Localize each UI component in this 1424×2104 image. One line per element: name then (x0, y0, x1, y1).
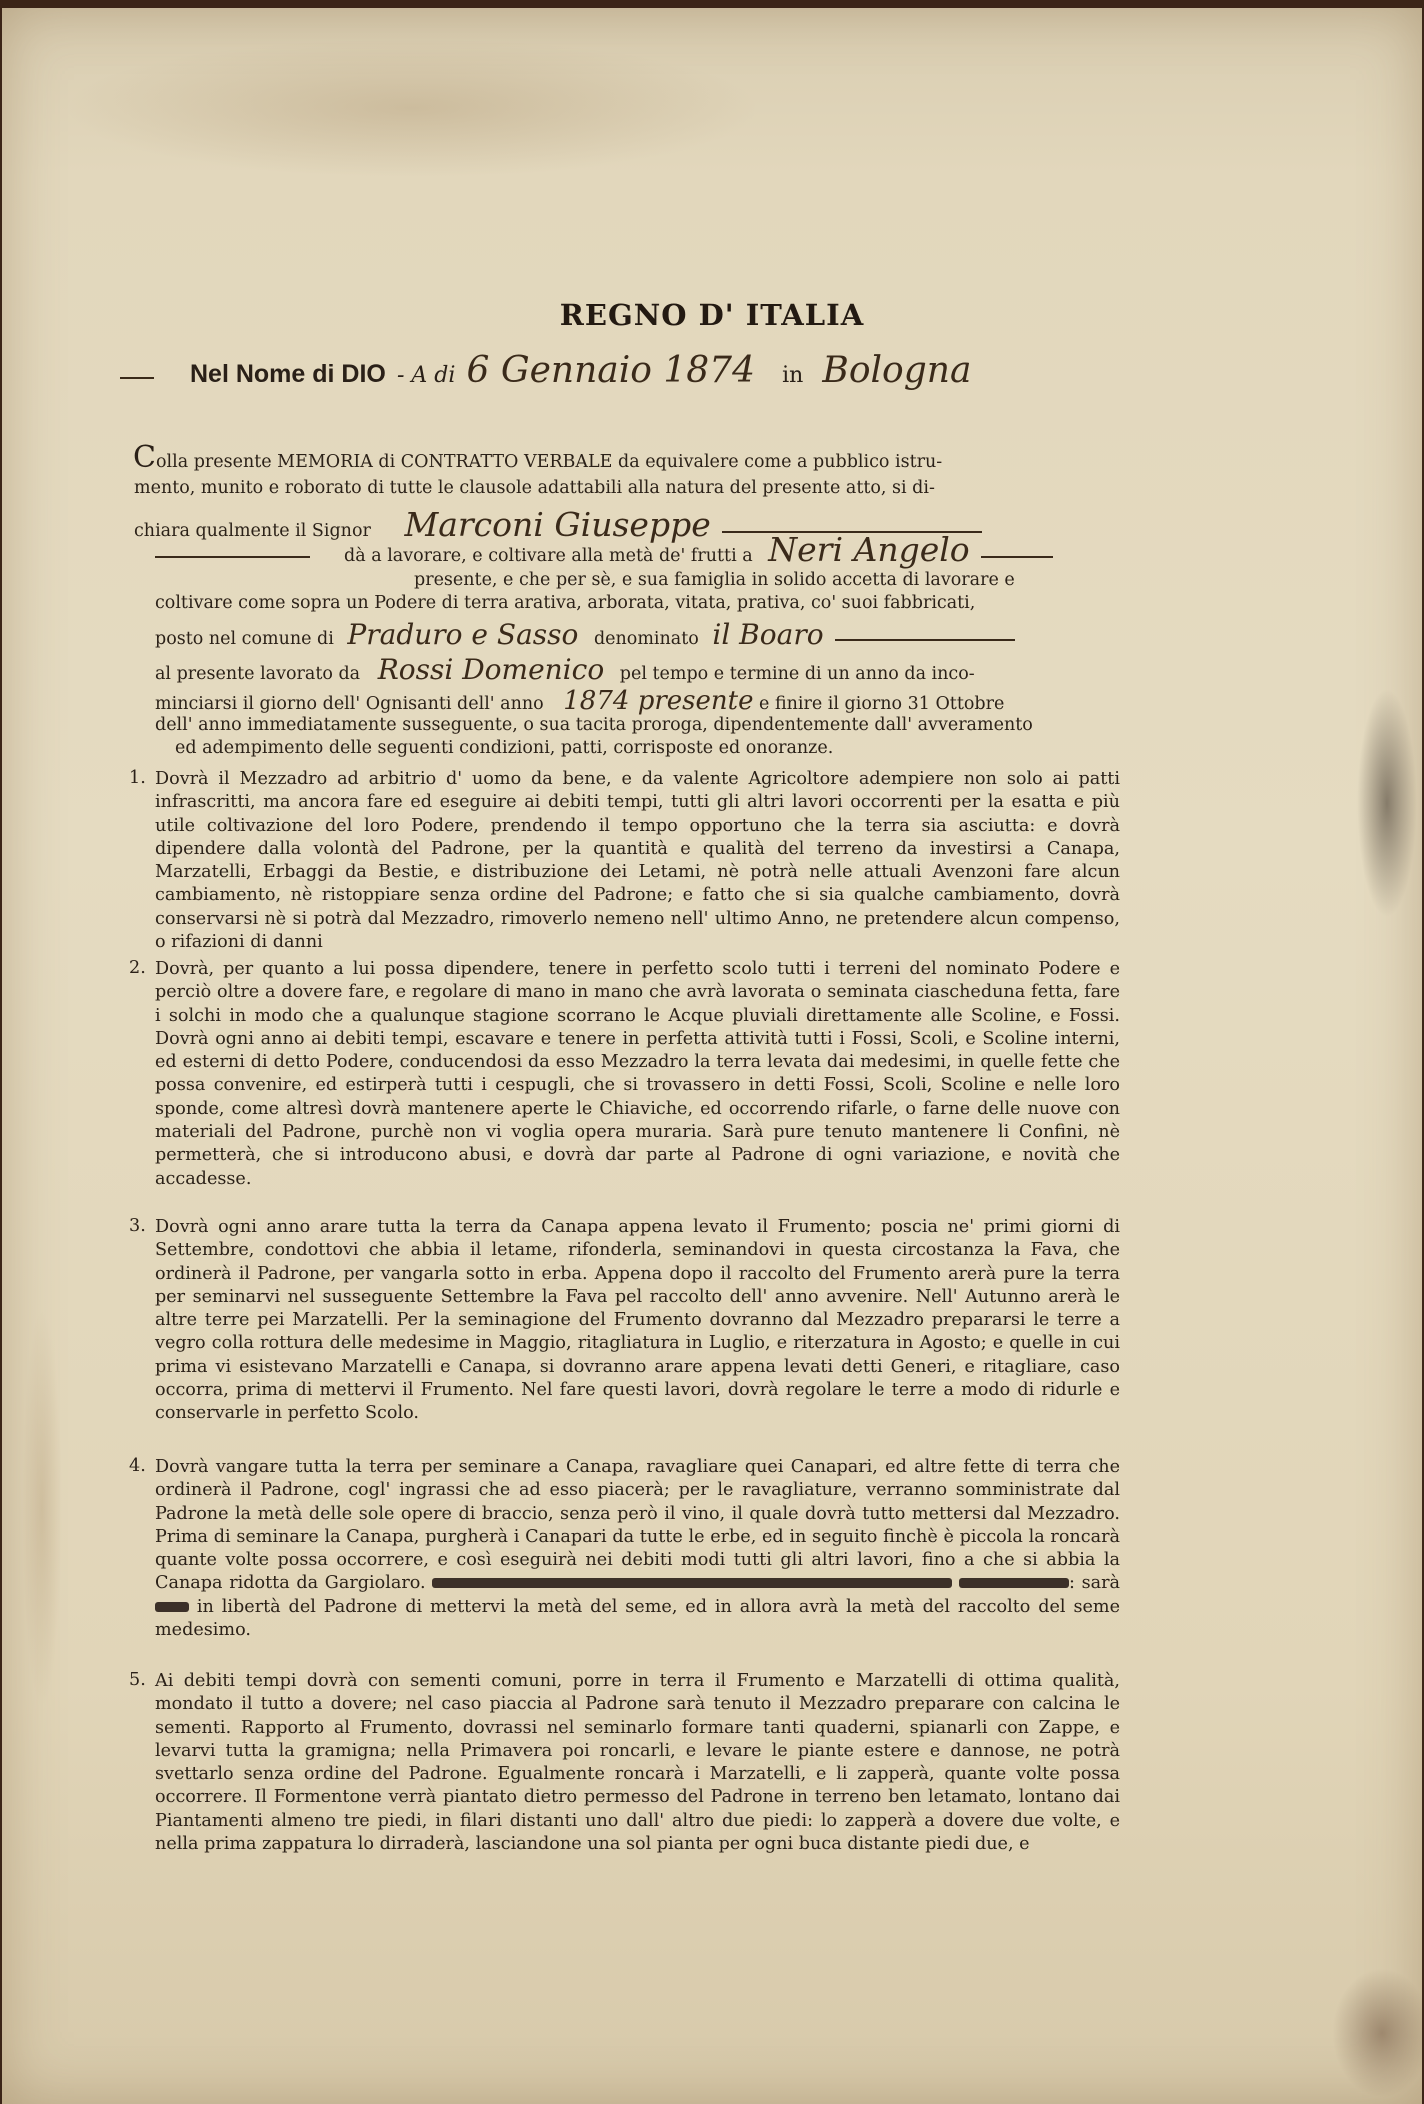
clause-5 (129, 1670, 1120, 1856)
intro-text: chiara qualmente il Signor (134, 521, 371, 541)
clause-4 (129, 1456, 1120, 1642)
intro-line-8 (155, 653, 975, 686)
stain-mark (1332, 1968, 1422, 2098)
intro-line-5: presente, e che per sè, e sua famiglia in solido accetta di lavorare e (414, 570, 1015, 590)
intro-text: al presente lavorato da (155, 664, 361, 684)
intro-line-2: mento, munito e roborato di tutte le clausole adattabili alla natura del presente atto, si di- (134, 478, 935, 498)
clause-text: Ai debiti tempi dovrà con sementi comuni, porre in terra il Frumento e Marzatelli di ottima qualità, mondato il tutto a dovere; nel caso piaccia al Padrone sarà tenuto il Mezzadro preparare con calcina le sementi. Rapporto al Frumento, dovrassi nel seminarlo formare tanti quaderni, spianarli con Zappe, e levarvi tutta la gramigna; nella Primavera poi roncarli, e levare le piante estere e dannose, ne potrà svettarlo senza ordine del Padrone. Egualmente roncarà i Marzatelli, e li zapperà, quante volte possa occorrere. Il Formentone verrà piantato dietro permesso del Padrone in terreno ben letamato, lontano dai Piantamenti almeno tre piedi, in filari distanti uno dall' altro due piedi: lo zapperà a dovere due volte, e nella prima zappatura lo dirraderà, lasciandone una sol pianta per ogni buca distante piedi due, e (155, 1671, 1120, 1855)
nome-di-dio-label: Nel Nome di DIO (190, 360, 386, 388)
stain-mark (1357, 688, 1417, 918)
blank-rule (981, 556, 1053, 558)
intro-text: e finire il giorno 31 Ottobre (759, 694, 1005, 714)
intro-text: olla presente MEMORIA di CONTRATTO VERBALE da equivalere come a pubblico istru- (155, 452, 943, 472)
intro-line-4 (155, 530, 1053, 569)
clause-text (155, 1456, 1120, 1642)
place-handwritten: Bologna (822, 350, 972, 391)
blank-rule (120, 377, 154, 379)
clause-number: 1. (129, 768, 146, 788)
clause-text-part: Dovrà vangare tutta la terra per seminare a Canapa, ravagliare quei Canapari, ed altre fette di terra che ordinerà il Padrone, cogl' ingrassi che ad esso piacerà; per le ravagliature, verranno somministrate dal Padrone la metà delle sole opere di braccio, senza però il vino, il quale dovrà tutto mettersi dal Mezzadro. Prima di seminare la Canapa, purgherà i Canapari da tutte le erbe, ed in seguito finchè è piccola la roncarà quante volte possa occorrere, e così eseguirà nei debiti modi tutti gli altri lavori, fino a che si abbia la Canapa ridotta da Gargiolaro. (155, 1457, 1120, 1594)
clause-text: Dovrà ogni anno arare tutta la terra da Canapa appena levato il Frumento; poscia ne' primi giorni di Settembre, condottovi che abbia il letame, rifonderla, seminandovi in questa circostanza la Fava, che ordinerà il Padrone, per vangarla sotto in erba. Appena dopo il raccolto del Frumento arerà pure la terra per seminarvi nel susseguente Settembre la Fava pel raccolto dell' anno avvenire. Nell' Autunno arerà le altre terre pei Marzatelli. Per la seminagione del Frumento dovranno dal Mezzadro prepararsi le terre a vegro colla rottura delle medesime in Maggio, ritagliatura in Luglio, e riterzatura in Agosto; e quelle in cui prima vi esistevano Marzatelli e Canapa, si dovranno arare appena levati detti Generi, e ritagliare, caso occorra, prima di mettervi il Frumento. Nel fare questi lavori, dovrà regolare le terre a modo di ridurle e conservarle in perfetto Scolo. (155, 1217, 1120, 1424)
current-worker-handwritten: Rossi Domenico (377, 653, 605, 686)
document-title: REGNO D' ITALIA (559, 298, 865, 332)
intro-line-11: ed adempimento delle seguenti condizioni, patti, corrisposte ed onoranze. (175, 738, 834, 758)
clause-text-part: : sarà (1068, 1573, 1120, 1594)
blank-rule (155, 556, 310, 558)
struck-out-text (959, 1578, 1069, 1588)
clause-number: 5. (129, 1670, 146, 1690)
clause-2 (129, 958, 1120, 1191)
clause-text-part: in libertà del Padrone di mettervi la metà del seme, ed in allora avrà la metà del raccolto del seme medesimo. (155, 1596, 1120, 1641)
clause-number: 4. (129, 1456, 146, 1476)
owner-name-handwritten: Marconi Giuseppe (404, 505, 711, 544)
struck-out-text (155, 1602, 189, 1612)
clause-3 (129, 1216, 1120, 1426)
intro-line-9 (155, 686, 1004, 716)
clause-text: Dovrà, per quanto a lui possa dipendere, tenere in perfetto scolo tutti i terreni del nominato Podere e perciò oltre a dovere fare, e regolare di mano in mano che avrà lavorata o seminata ciascheduna fetta, fare i solchi in modo che a qualunque stagione scorrano le Acque pluviali direttamente alle Scoline, e Fossi. Dovrà ogni anno ai debiti tempi, escavare e tenere in perfetta attività tutti i Fossi, Scoli, e Scoline interni, ed esterni di detto Podere, conducendosi da esso Mezzadro la terra levata dai medesimi, in quelle fette che possa convenire, ed estirperà tutti i cespugli, che si trovassero in detti Fossi, Scoli, Scoline e nelle loro sponde, come altresì dovrà mantenere aperte le Chiaviche, ed occorrendo rifarle, o farne delle nuove con materiali del Padrone, purchè non vi voglia opera muraria. Sarà pure tenuto mantenere li Confini, nè permetterà, che si introducono abusi, e dovrà dar parte al Padrone di ogni variazione, e novità che accadesse. (155, 959, 1120, 1189)
intro-line-10: dell' anno immediatamente susseguente, o sua tacita proroga, dipendentemente dall' avveramento (155, 715, 1033, 735)
in-label: in (782, 363, 804, 388)
blank-rule (835, 639, 1015, 641)
drop-cap: C (133, 440, 156, 475)
comune-handwritten: Praduro e Sasso (347, 618, 579, 651)
clause-number: 3. (129, 1216, 146, 1236)
podere-name-handwritten: il Boaro (712, 618, 824, 651)
intro-line-7 (155, 618, 1015, 651)
date-handwritten: 6 Gennaio 1874 (466, 350, 755, 391)
intro-line-6: coltivare come sopra un Podere di terra arativa, arborata, vitata, prativa, co' suoi fabbricati, (155, 593, 976, 613)
clause-text: Dovrà il Mezzadro ad arbitrio d' uomo da bene, e da valente Agricoltore adempiere non solo ai patti infrascritti, ma ancora fare ed eseguire ai debiti tempi, tutti gli altri lavori occorrenti per la esatta e più utile coltivazione del loro Podere, prendendo il tempo opportuno che la terra sia asciutta: e dovrà dipendere dalla volontà del Padrone, per la quantità e qualità del terreno da investirsi a Canapa, Marzatelli, Erbaggi da Bestie, e distribuzione dei Letami, nè potrà nelle attuali Avenzoni fare alcun cambiamento, nè ristoppiare senza ordine del Padrone; e fatto che si sia qualche cambiamento, dovrà conservarsi nè si potrà dal Mezzadro, rimoverlo nemeno nell' ultimo Anno, ne pretendere alcun compenso, o rifazioni di danni (155, 769, 1120, 953)
struck-out-text (432, 1578, 952, 1588)
date-line (120, 350, 971, 391)
stain-mark (22, 1308, 62, 1708)
intro-text: pel tempo e termine di un anno da inco- (619, 664, 975, 684)
intro-text: posto nel comune di (155, 629, 334, 649)
intro-text: minciarsi il giorno dell' Ognisanti dell' anno (155, 694, 544, 714)
intro-text: dà a lavorare, e coltivare alla metà de' frutti a (344, 546, 753, 566)
stain-mark (62, 38, 762, 178)
clause-1 (129, 768, 1120, 954)
year-handwritten: 1874 presente (563, 686, 754, 716)
a-di-label: - A di (396, 363, 456, 388)
intro-text: denominato (593, 629, 699, 649)
tenant-name-handwritten: Neri Angelo (768, 530, 970, 569)
intro-line-1 (133, 440, 942, 475)
clause-number: 2. (129, 958, 146, 978)
